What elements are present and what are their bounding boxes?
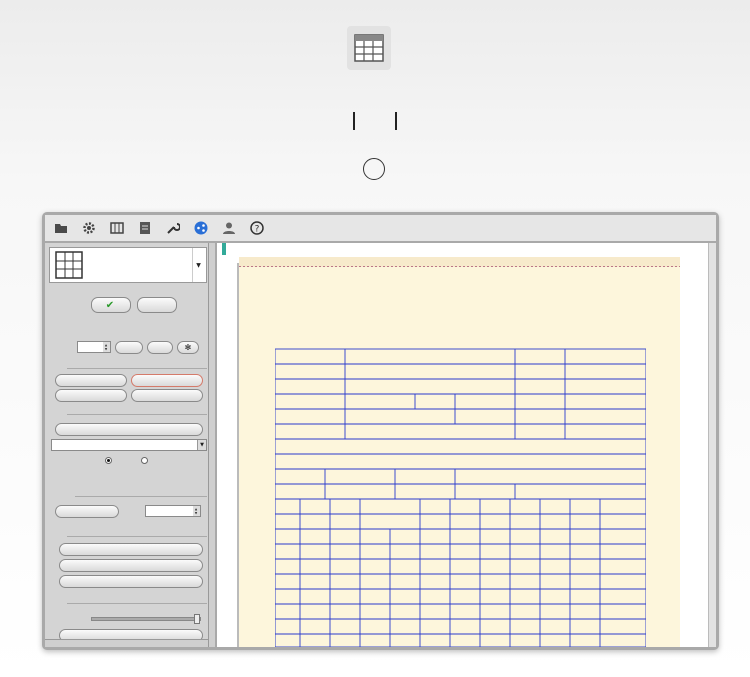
help-icon bbox=[249, 221, 264, 236]
folder-icon bbox=[53, 221, 68, 236]
menu-tools[interactable] bbox=[165, 221, 183, 236]
hero-header bbox=[0, 0, 750, 205]
template-selector[interactable] bbox=[49, 247, 207, 283]
batch-apply-button[interactable] bbox=[55, 505, 119, 518]
divider bbox=[75, 496, 207, 497]
pen-marker-icon bbox=[222, 243, 226, 255]
subtitle-row bbox=[0, 112, 750, 130]
chevron-down-icon[interactable] bbox=[363, 158, 385, 180]
radio-dot bbox=[105, 457, 112, 464]
svg-text:?: ? bbox=[254, 224, 259, 235]
ruler-left bbox=[227, 263, 239, 647]
divider bbox=[67, 603, 207, 604]
user-icon bbox=[221, 221, 236, 236]
subtitle-left-bar bbox=[353, 112, 355, 130]
menu-share[interactable] bbox=[193, 221, 211, 236]
divider bbox=[67, 414, 207, 415]
add-table-button[interactable] bbox=[59, 559, 203, 572]
template-new-button[interactable] bbox=[55, 374, 127, 387]
gear-icon: ✻ bbox=[184, 343, 192, 352]
app-window bbox=[42, 212, 719, 650]
ruler-top bbox=[239, 257, 680, 267]
template-open-button[interactable] bbox=[131, 374, 203, 387]
custom-page-size-button[interactable] bbox=[55, 423, 203, 436]
batch-page-spinner[interactable] bbox=[145, 505, 201, 517]
check-icon: ✔ bbox=[105, 299, 115, 311]
table-icon bbox=[347, 26, 391, 70]
document-scrollbar[interactable] bbox=[708, 243, 716, 647]
menu-task[interactable] bbox=[137, 221, 155, 236]
menu-window[interactable] bbox=[109, 221, 127, 236]
add-text-button[interactable] bbox=[59, 543, 203, 556]
page-number-spinner[interactable] bbox=[77, 341, 111, 353]
opacity-slider[interactable] bbox=[91, 617, 201, 621]
page-settings-button[interactable] bbox=[177, 341, 199, 354]
menu-file[interactable] bbox=[53, 221, 71, 236]
add-image-button[interactable] bbox=[59, 575, 203, 588]
portrait-radio[interactable] bbox=[105, 457, 114, 464]
new-page-button[interactable] bbox=[115, 341, 143, 354]
template-thumbnail-icon bbox=[52, 248, 86, 282]
slider-knob[interactable] bbox=[194, 614, 200, 624]
left-panel-hscrollbar[interactable] bbox=[45, 639, 208, 647]
template-saveas-button[interactable] bbox=[131, 389, 203, 402]
form-grid bbox=[275, 346, 646, 647]
menu-user[interactable] bbox=[221, 221, 239, 236]
document-canvas[interactable] bbox=[217, 243, 716, 647]
landscape-radio[interactable] bbox=[141, 457, 150, 464]
template-save-button[interactable] bbox=[55, 389, 127, 402]
menubar bbox=[45, 215, 716, 241]
pdf-button[interactable] bbox=[137, 297, 177, 313]
delete-page-button[interactable] bbox=[147, 341, 173, 354]
hero-title-row bbox=[0, 26, 750, 70]
chevron-down-icon[interactable]: ▼ bbox=[192, 248, 204, 282]
task-icon bbox=[137, 221, 152, 236]
window-icon bbox=[109, 221, 124, 236]
paper-size-select[interactable] bbox=[51, 439, 207, 451]
radio-dot bbox=[141, 457, 148, 464]
gear-icon bbox=[81, 221, 96, 236]
chevron-down-icon: ▼ bbox=[197, 440, 206, 450]
menu-settings[interactable] bbox=[81, 221, 99, 236]
share-icon bbox=[193, 221, 208, 236]
divider bbox=[67, 368, 207, 369]
subtitle-right-bar bbox=[395, 112, 397, 130]
left-panel bbox=[45, 243, 215, 647]
menu-help[interactable] bbox=[249, 221, 267, 236]
refresh-button[interactable] bbox=[91, 297, 131, 313]
divider bbox=[67, 536, 207, 537]
left-panel-scrollbar[interactable] bbox=[208, 243, 215, 647]
wrench-icon bbox=[165, 221, 180, 236]
